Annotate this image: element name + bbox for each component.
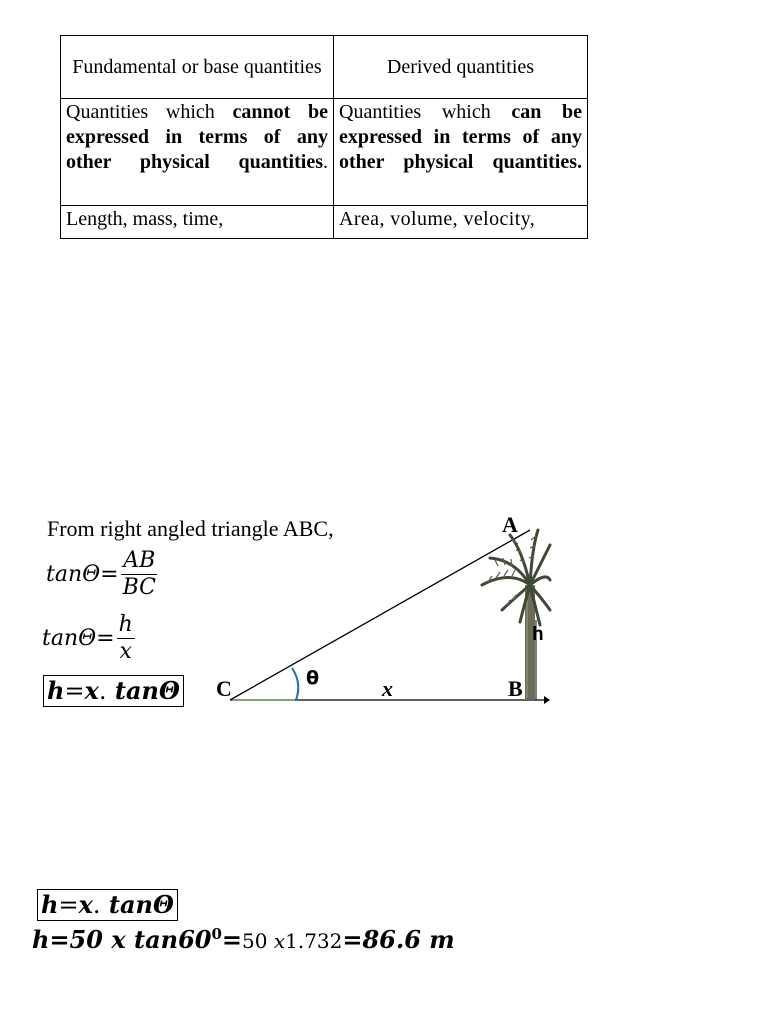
header-derived: Derived quantities — [334, 36, 588, 99]
table-definition-row — [61, 99, 588, 206]
boxed-tan: tanΘ — [114, 676, 180, 705]
fraction-numerator-ab: AB — [123, 548, 156, 573]
final-mid-x: x — [273, 929, 286, 953]
definition-fundamental — [61, 99, 334, 206]
examples-fundamental: Length, mass, time, — [61, 206, 334, 239]
label-theta: θ — [306, 667, 320, 689]
right-triangle-diagram — [210, 510, 560, 720]
quantities-table — [60, 35, 588, 239]
equation-tan-h-x — [42, 612, 135, 665]
boxed-h: h — [47, 676, 65, 705]
definition-derived-plain: Quantities which — [339, 101, 512, 123]
fraction-denominator-bc: BC — [122, 575, 157, 600]
label-c: C — [216, 676, 232, 701]
final-rhs: =86.6 m — [342, 925, 455, 954]
table-examples-row — [61, 206, 588, 239]
equation1-lhs: tanΘ= — [46, 562, 119, 587]
label-b: B — [508, 676, 523, 701]
equation-tan-ab-bc — [46, 548, 158, 601]
final-degree: 0 — [211, 925, 222, 943]
definition-derived-bold: can be expressed in terms of any other physical quantities. — [339, 101, 582, 173]
label-h: h — [532, 624, 544, 645]
final-equals: = — [221, 925, 243, 954]
fraction-ab-bc — [121, 548, 158, 601]
boxed-equals: = — [64, 677, 85, 705]
definition-fundamental-bold: cannot be expressed in terms of any other physical quantities — [66, 101, 328, 173]
result-boxed-dot: . — [92, 891, 101, 919]
label-a: A — [502, 512, 518, 537]
boxed-x: x — [84, 676, 99, 705]
result-boxed-tan: tanΘ — [108, 890, 174, 919]
fraction-h-x — [117, 612, 135, 665]
boxed-dot: . — [98, 677, 107, 705]
palm-tree-fronds — [482, 530, 550, 625]
boxed-formula-h — [43, 675, 184, 707]
boxed-formula-result — [37, 889, 178, 921]
triangle-intro: From right angled triangle ABC, — [47, 516, 334, 541]
equation2-lhs: tanΘ= — [42, 626, 115, 651]
final-lhs: h=50 x tan60 — [32, 925, 212, 954]
final-middle — [242, 929, 342, 953]
final-mid-a: 50 — [242, 929, 274, 953]
result-boxed-h: h — [41, 890, 59, 919]
final-mid-b: 1.732 — [285, 929, 343, 953]
header-fundamental: Fundamental or base quantities — [61, 36, 334, 99]
triangle-hypotenuse — [230, 530, 530, 700]
fraction-numerator-h: h — [118, 612, 133, 637]
final-calculation — [32, 925, 455, 954]
base-arrowhead — [544, 696, 550, 704]
result-boxed-x: x — [78, 890, 93, 919]
label-x: x — [382, 676, 393, 701]
angle-arc — [292, 668, 298, 700]
definition-fundamental-plain: Quantities which — [66, 101, 233, 123]
definition-derived — [334, 99, 588, 206]
definition-fundamental-end: . — [323, 151, 328, 173]
examples-derived: Area, volume, velocity, — [334, 206, 588, 239]
fraction-denominator-x: x — [119, 639, 132, 664]
result-boxed-equals: = — [58, 891, 79, 919]
table-header-row — [61, 36, 588, 99]
